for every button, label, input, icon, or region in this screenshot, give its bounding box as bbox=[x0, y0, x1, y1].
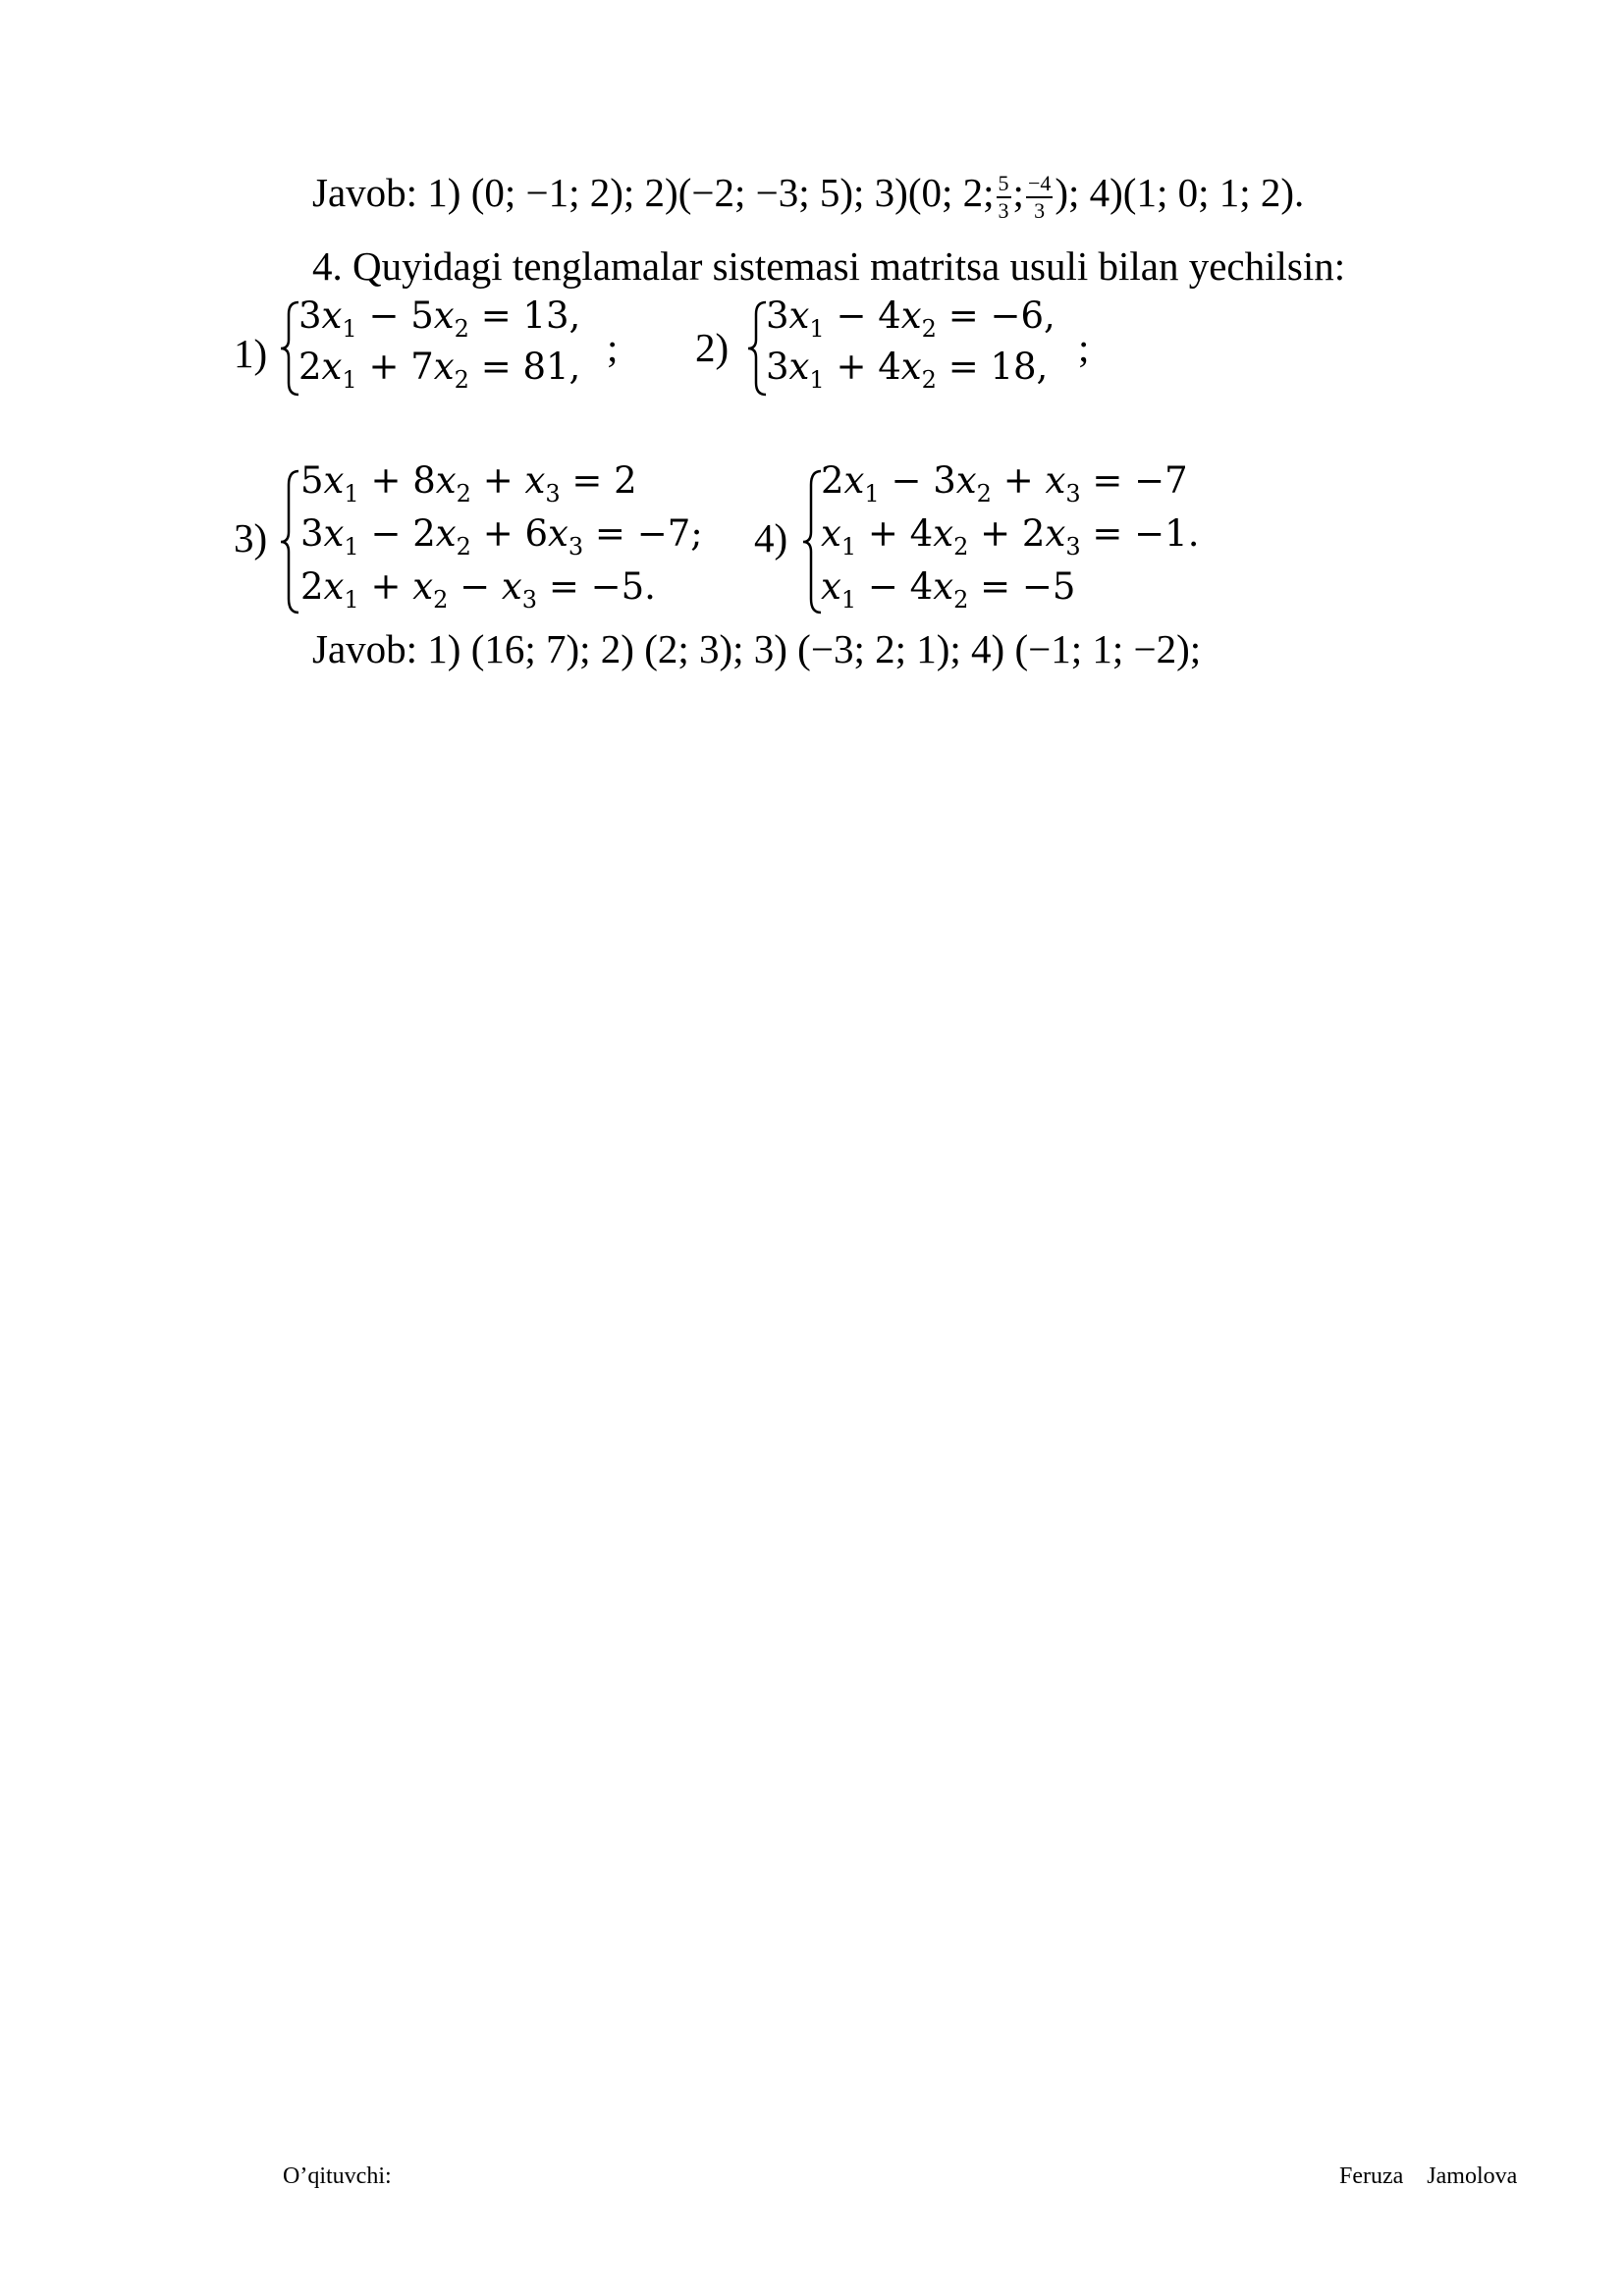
system-2-row-2: $3x_1 + 4x_2 = 18$, bbox=[766, 346, 1049, 394]
footer-first-name: Feruza bbox=[1339, 2163, 1404, 2189]
system-1-label: 1) bbox=[234, 331, 268, 376]
system-4-row-3: $x_1 - 4x_2 = -5$ bbox=[821, 565, 1076, 614]
system-3-row-2: $3x_1 - 2x_2 + 6x_3 = -7$; bbox=[300, 512, 703, 561]
fraction-minus4-3: $\frac{-4}{3}$ bbox=[1027, 170, 1052, 223]
system-2-label: 2) bbox=[695, 325, 730, 370]
system-2-row-1: $3x_1 - 4x_2 = -6$, bbox=[766, 294, 1056, 343]
system-4-brace bbox=[801, 469, 823, 614]
answers-top-tail: ); 4)(1; 0; 1; 2). bbox=[1055, 170, 1305, 215]
system-3-row-3: $2x_1 + x_2 - x_3 = -5$. bbox=[300, 565, 656, 614]
system-3-brace bbox=[279, 469, 300, 614]
system-1-row-1: $3x_1 - 5x_2 = 13$, bbox=[298, 294, 581, 343]
system-1-row-2: $2x_1 + 7x_2 = 81$, bbox=[298, 346, 581, 394]
footer-teacher-name bbox=[1339, 2163, 1517, 2190]
system-1-end: ; bbox=[607, 325, 619, 370]
system-4-row-2: $x_1 + 4x_2 + 2x_3 = -1$. bbox=[821, 512, 1200, 561]
system-3-row-1: $5x_1 + 8x_2 + x_3 = 2$ bbox=[300, 459, 637, 507]
system-4-label: 4) bbox=[754, 515, 788, 561]
system-4-row-1: $2x_1 - 3x_2 + x_3 = -7$ bbox=[821, 459, 1188, 507]
system-3-label: 3) bbox=[234, 515, 268, 561]
footer-last-name: Jamolova bbox=[1427, 2163, 1518, 2189]
answers-line-top: Javob: 1) (0; −1; 2); 2)(−2; −3; 5); 3)(0; 2; $\frac{5}{3}$ ; $\frac{-4}{3}$ ); 4)(1; 0; 1; 2). bbox=[312, 170, 1305, 223]
answers-top-lead: Javob: 1) (0; −1; 2); 2)(−2; −3; 5); 3)(0; 2; bbox=[312, 170, 995, 215]
fraction-5-3: $\frac{5}{3}$ bbox=[998, 170, 1009, 223]
system-2-brace bbox=[746, 300, 768, 397]
system-1-brace bbox=[279, 300, 300, 397]
task-4-heading: 4. Quyidagi tenglamalar sistemasi matritsa usuli bilan yechilsin: bbox=[312, 243, 1346, 289]
footer-teacher-label: O’qituvchi: bbox=[283, 2163, 392, 2189]
answers-line-bottom: Javob: 1) (16; 7); 2) (2; 3); 3) (−3; 2; 1); 4) (−1; 1; −2); bbox=[312, 626, 1202, 671]
system-2-end: ; bbox=[1078, 325, 1090, 370]
